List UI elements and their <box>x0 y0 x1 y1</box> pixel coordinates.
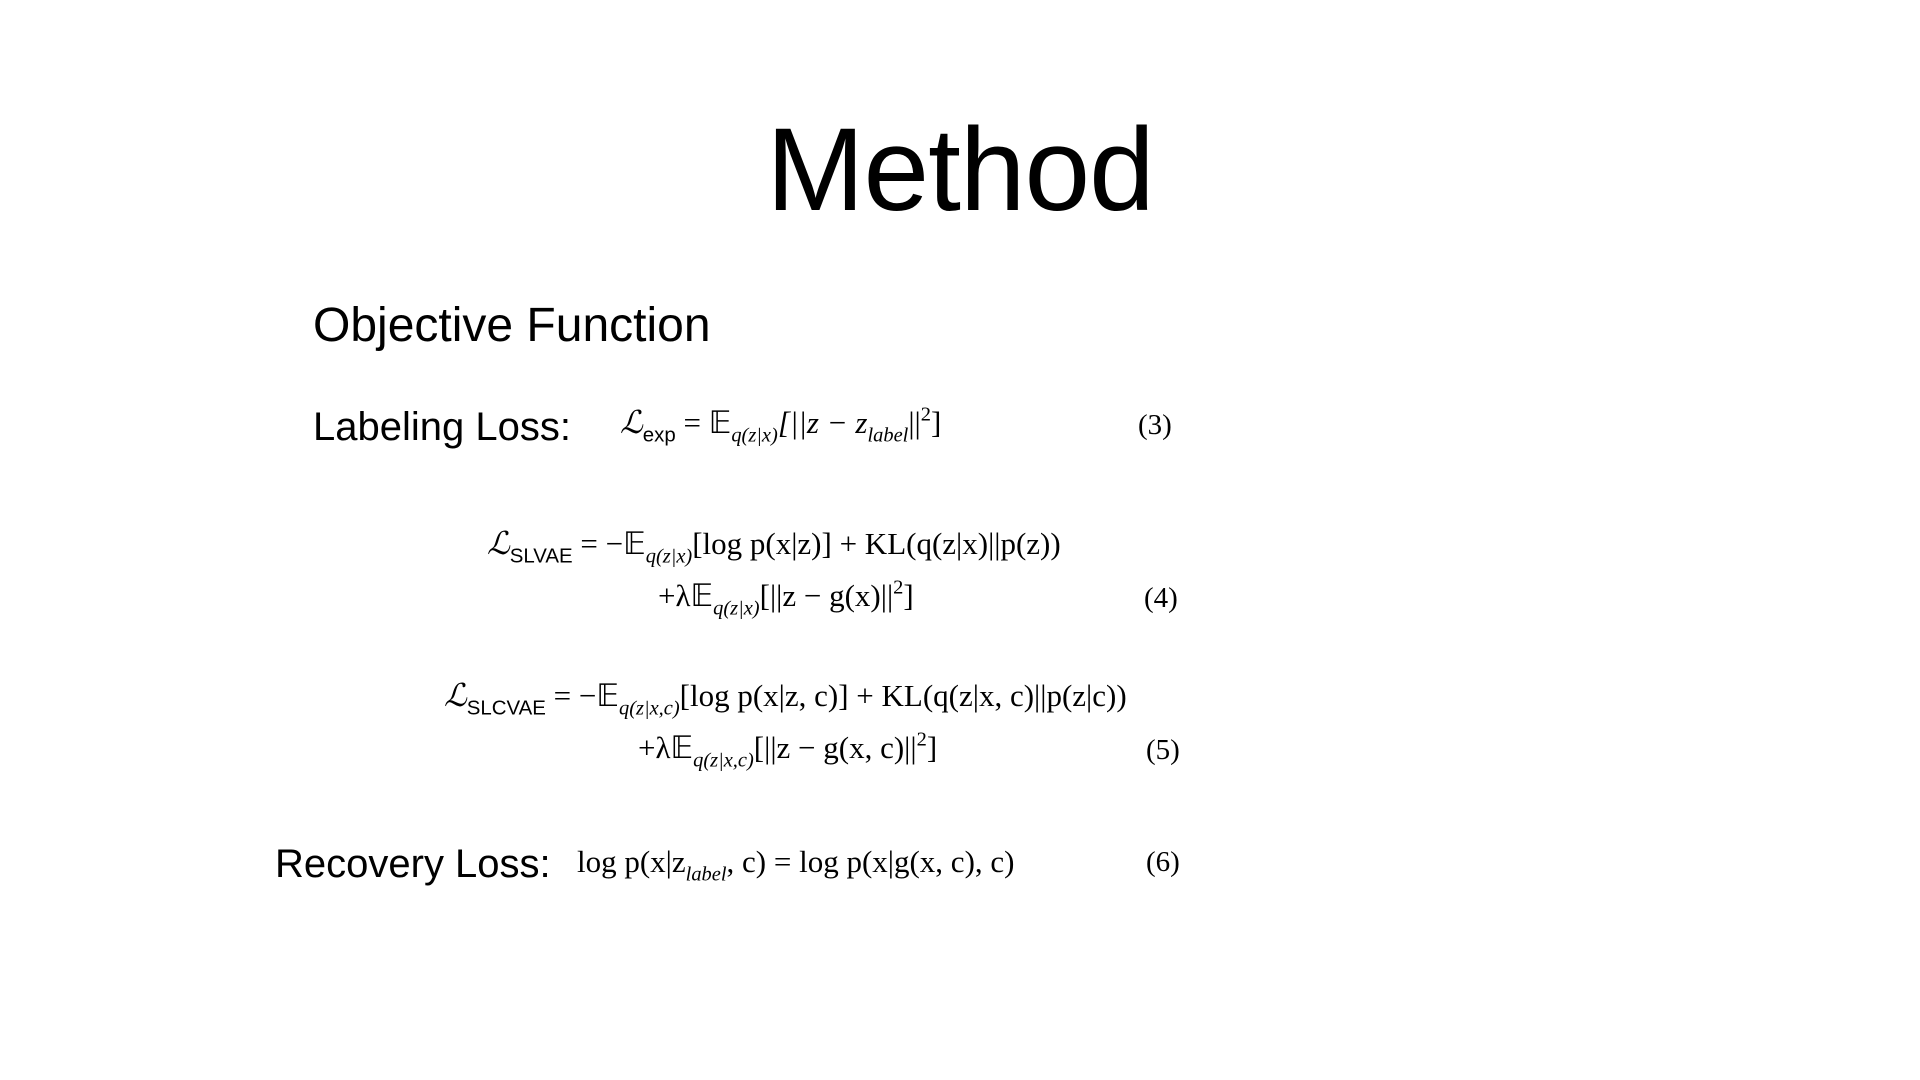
eq-part: , c) = log p(x|g(x, c), c) <box>726 844 1015 879</box>
eq-part: +λ𝔼 <box>638 730 694 765</box>
label-subscript: label <box>685 863 727 886</box>
equation-number-5: (5) <box>1146 734 1180 766</box>
loss-symbol: ℒ <box>487 526 510 562</box>
eq-part: [||z − z <box>777 405 868 440</box>
expectation-subscript: q(z|x) <box>731 424 778 447</box>
eq-part: [log p(x|z)] + KL(q(z|x)||p(z)) <box>692 526 1061 561</box>
eq-part: log p(x|z <box>577 844 686 879</box>
eq-part: ] <box>926 730 938 765</box>
equation-number-3: (3) <box>1138 409 1172 441</box>
loss-symbol: ℒ <box>620 405 643 441</box>
eq-part: +λ𝔼 <box>658 578 714 613</box>
exponent: 2 <box>920 403 931 426</box>
equation-3 <box>620 403 942 447</box>
eq-part: [||z − g(x, c)|| <box>753 730 917 765</box>
loss-subscript: SLCVAE <box>466 696 546 720</box>
eq-part: [log p(x|z, c)] + KL(q(z|x, c)||p(z|c)) <box>679 678 1127 713</box>
label-subscript: label <box>867 424 909 447</box>
equation-6 <box>577 843 1015 886</box>
eq-part: = −𝔼 <box>580 526 646 561</box>
exponent: 2 <box>893 576 904 599</box>
expectation-subscript: q(z|x,c) <box>693 749 754 772</box>
eq-part: = −𝔼 <box>553 678 619 713</box>
equation-5-line-1 <box>444 677 1127 720</box>
expectation-subscript: q(z|x,c) <box>619 697 680 720</box>
loss-symbol: ℒ <box>444 678 467 714</box>
equation-4-line-2 <box>658 576 914 620</box>
eq-part: = 𝔼 <box>683 405 732 440</box>
exponent: 2 <box>916 728 927 751</box>
eq-part: ] <box>903 578 914 613</box>
labeling-loss-label: Labeling Loss: <box>313 405 571 449</box>
expectation-subscript: q(z|x) <box>645 545 693 568</box>
equation-number-4: (4) <box>1144 582 1178 614</box>
equation-4-line-1 <box>487 525 1061 568</box>
eq-part: ] <box>930 405 942 440</box>
expectation-subscript: q(z|x) <box>713 597 760 620</box>
loss-subscript: exp <box>642 423 676 447</box>
recovery-loss-label: Recovery Loss: <box>275 842 551 886</box>
equation-number-6: (6) <box>1146 846 1180 878</box>
slide-title: Method <box>766 104 1154 236</box>
eq-part: || <box>908 405 921 440</box>
eq-part: [||z − g(x)|| <box>759 578 894 613</box>
equation-5-line-2 <box>638 728 938 772</box>
loss-subscript: SLVAE <box>509 544 573 568</box>
section-subtitle: Objective Function <box>313 299 711 352</box>
